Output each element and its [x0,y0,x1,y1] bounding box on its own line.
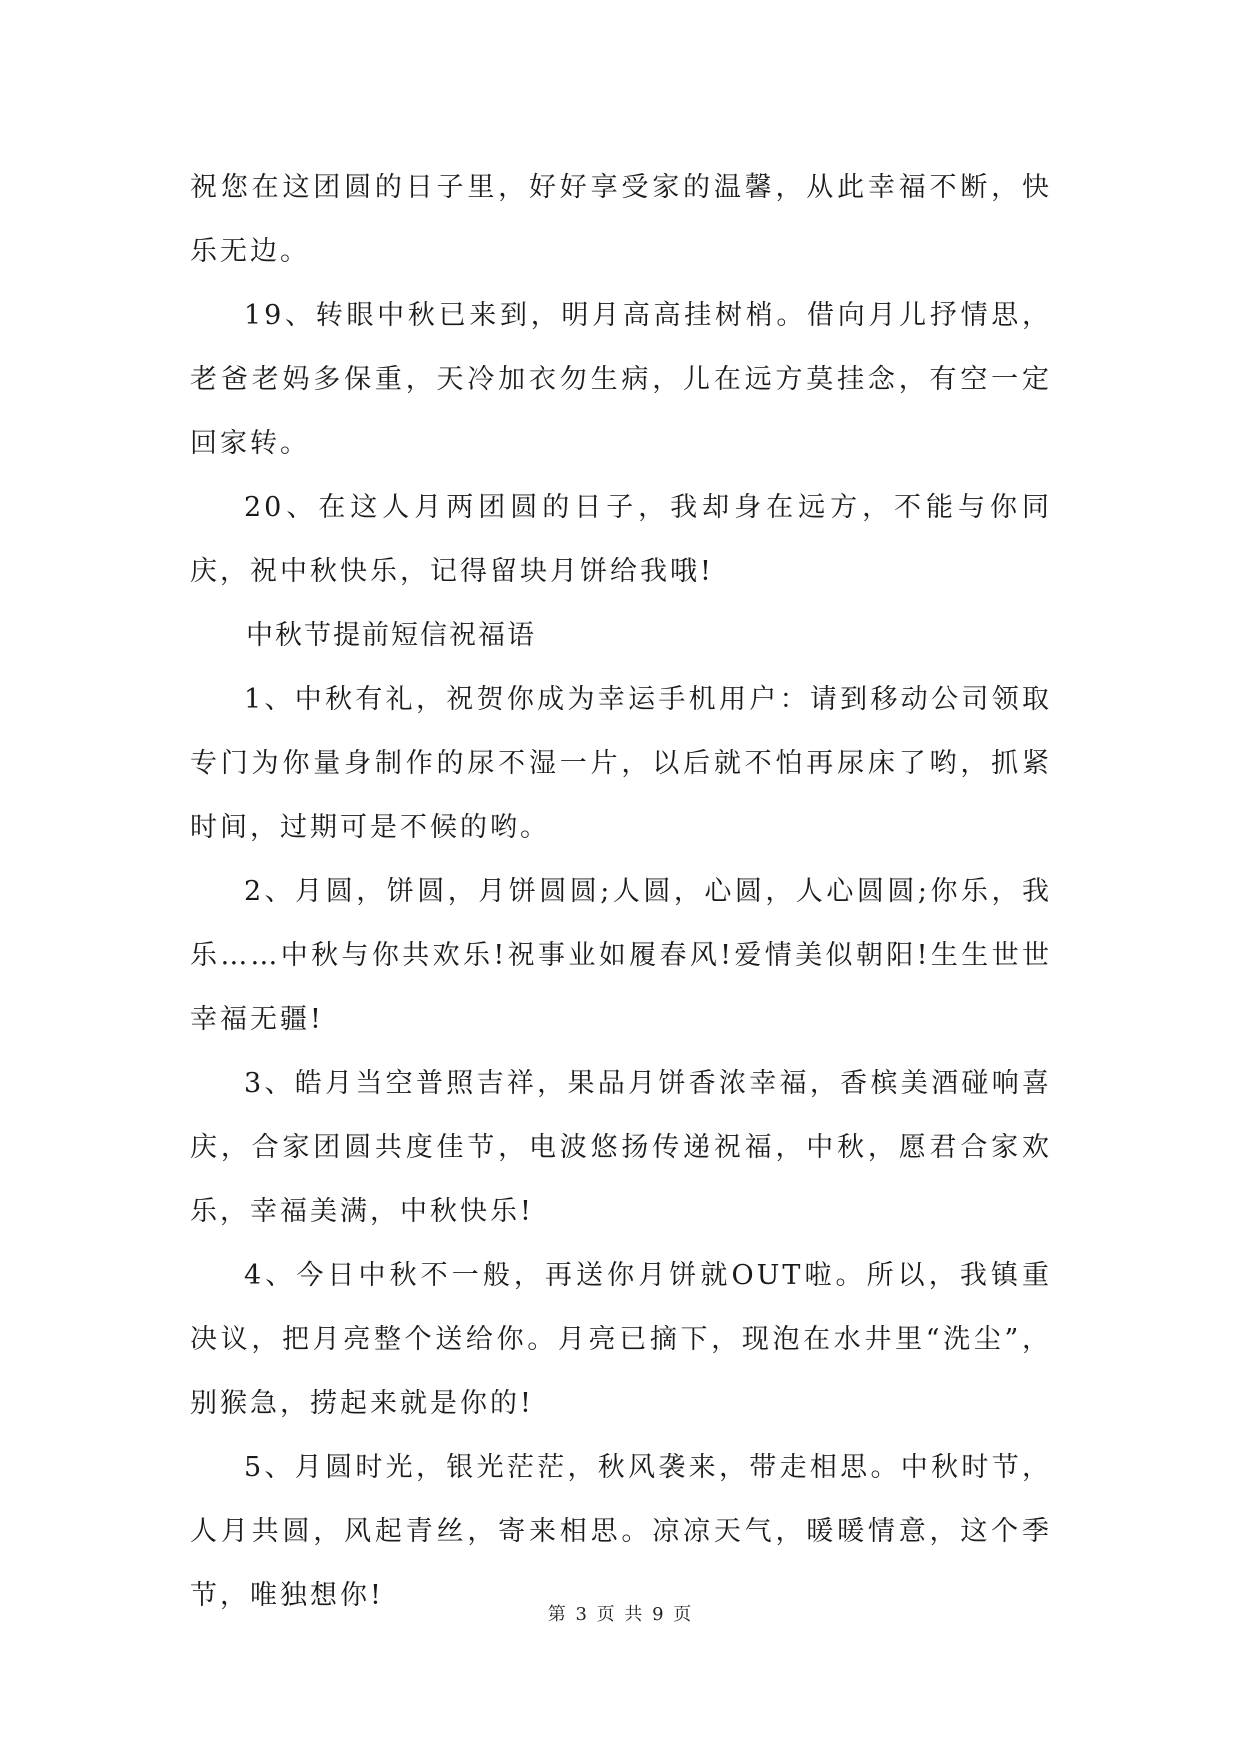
page-number-footer: 第 3 页 共 9 页 [547,1604,694,1625]
paragraph-item-20: 20、在这人月两团圆的日子，我却身在远方，不能与你同庆，祝中秋快乐，记得留块月饼给我哦! [190,492,1052,587]
page-content [190,156,1052,1628]
list-item: 1、中秋有礼，祝贺你成为幸运手机用户：请到移动公司领取专门为你量身制作的尿不湿一片，以后就不怕再尿床了哟，抓紧时间，过期可是不候的哟。 [190,684,1052,843]
list-item: 2、月圆，饼圆，月饼圆圆;人圆，心圆，人心圆圆;你乐，我乐……中秋与你共欢乐!祝事业如履春风!爱情美似朝阳!生生世世幸福无疆! [190,876,1052,1035]
list-item: 3、皓月当空普照吉祥，果品月饼香浓幸福，香槟美酒碰响喜庆，合家团圆共度佳节，电波悠扬传递祝福，中秋，愿君合家欢乐，幸福美满，中秋快乐! [190,1068,1052,1227]
paragraph-item-19: 19、转眼中秋已来到，明月高高挂树梢。借向月儿抒情思，老爸老妈多保重，天冷加衣勿生病，儿在远方莫挂念，有空一定回家转。 [190,300,1052,459]
list-item: 4、今日中秋不一般，再送你月饼就OUT啦。所以，我镇重决议，把月亮整个送给你。月亮已摘下，现泡在水井里“洗尘”，别猴急，捞起来就是你的! [190,1260,1052,1419]
section-title: 中秋节提前短信祝福语 [246,620,536,651]
list-item: 5、月圆时光，银光茫茫，秋风袭来，带走相思。中秋时节，人月共圆，风起青丝，寄来相思。凉凉天气，暖暖情意，这个季节，唯独想你! [190,1452,1052,1611]
paragraph-continued: 祝您在这团圆的日子里，好好享受家的温馨，从此幸福不断，快乐无边。 [190,172,1052,267]
